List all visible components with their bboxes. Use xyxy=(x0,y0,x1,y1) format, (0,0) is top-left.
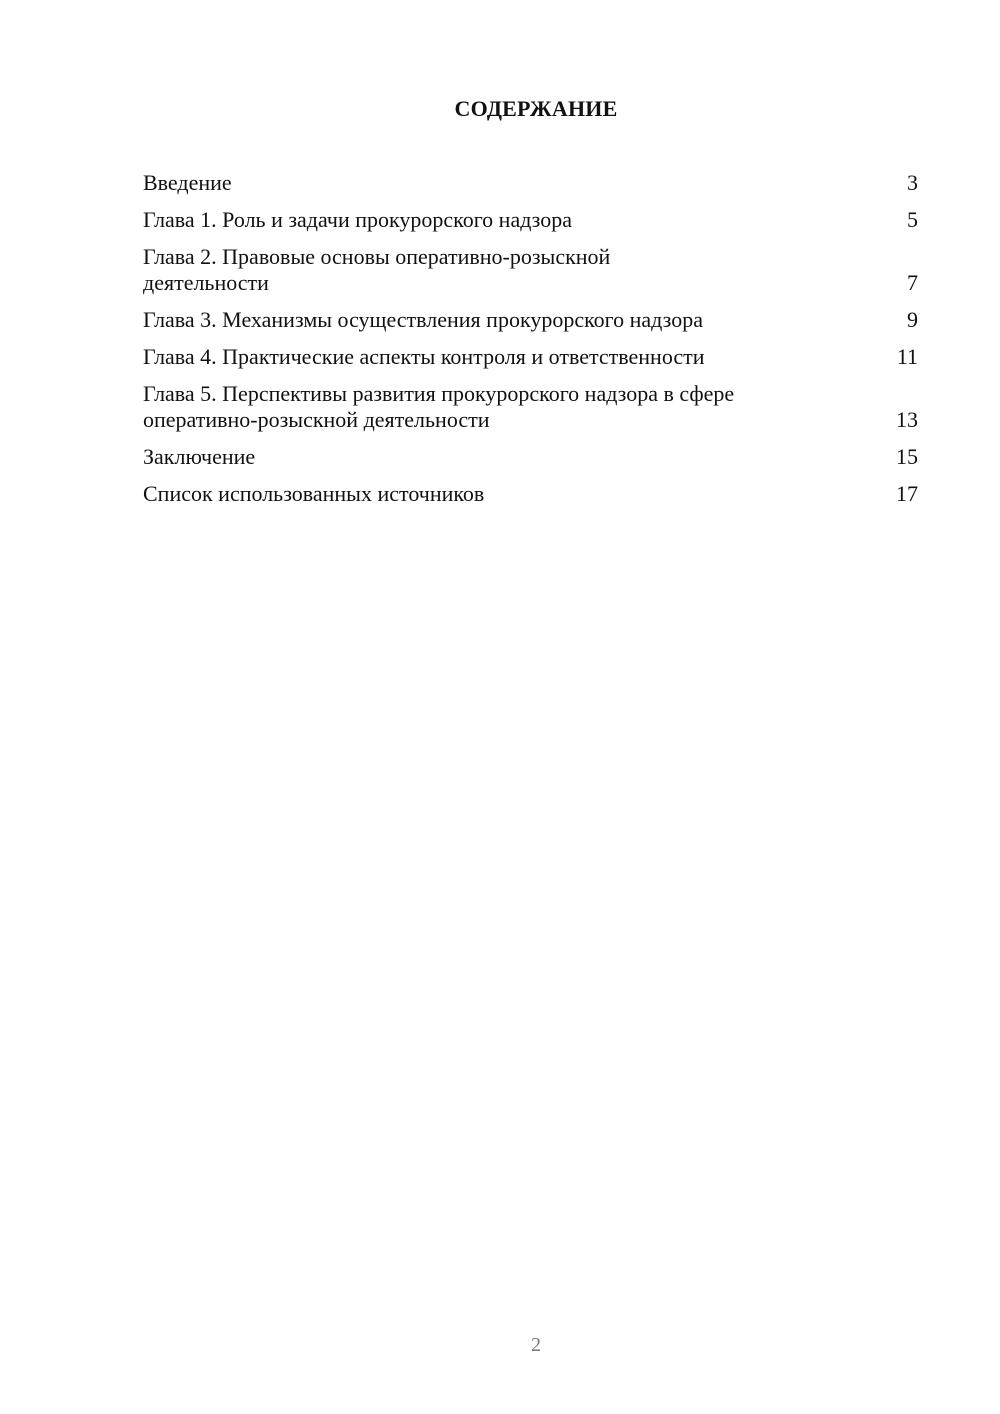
toc-entry-introduction xyxy=(143,170,918,196)
toc-title: СОДЕРЖАНИЕ xyxy=(454,96,618,121)
toc-entry-chapter-4 xyxy=(143,344,918,370)
toc-entry-page: 9 xyxy=(907,307,918,332)
toc-entry-chapter-2 xyxy=(143,244,918,296)
toc-entry-label: Глава 5. Перспективы развития прокурорского надзора в сфере оперативно-розыскной деятельности xyxy=(143,381,735,432)
toc-entry-chapter-3 xyxy=(143,307,918,333)
toc-entry-label: Введение xyxy=(143,170,232,195)
toc-entry-page: 15 xyxy=(896,444,918,469)
page-number: 2 xyxy=(531,1334,541,1356)
toc-entry-chapter-1 xyxy=(143,207,918,233)
toc-list xyxy=(143,170,918,518)
toc-entry-page: 13 xyxy=(896,407,918,432)
toc-entry-chapter-5 xyxy=(143,381,918,433)
toc-entry-page: 17 xyxy=(896,481,918,506)
toc-entry-page: 5 xyxy=(907,207,918,232)
toc-entry-page: 3 xyxy=(907,170,918,195)
toc-entry-label: Список использованных источников xyxy=(143,481,485,506)
toc-entry-references xyxy=(143,481,918,507)
toc-entry-label: Глава 3. Механизмы осуществления прокурорского надзора xyxy=(143,307,703,332)
toc-entry-conclusion xyxy=(143,444,918,470)
toc-entry-page: 7 xyxy=(907,270,918,295)
toc-entry-label: Глава 4. Практические аспекты контроля и ответственности xyxy=(143,344,705,369)
toc-entry-label: Заключение xyxy=(143,444,256,469)
toc-entry-label: Глава 1. Роль и задачи прокурорского надзора xyxy=(143,207,573,232)
toc-entry-page: 11 xyxy=(896,344,918,369)
toc-entry-label: Глава 2. Правовые основы оперативно-розыскной деятельности xyxy=(143,244,611,295)
